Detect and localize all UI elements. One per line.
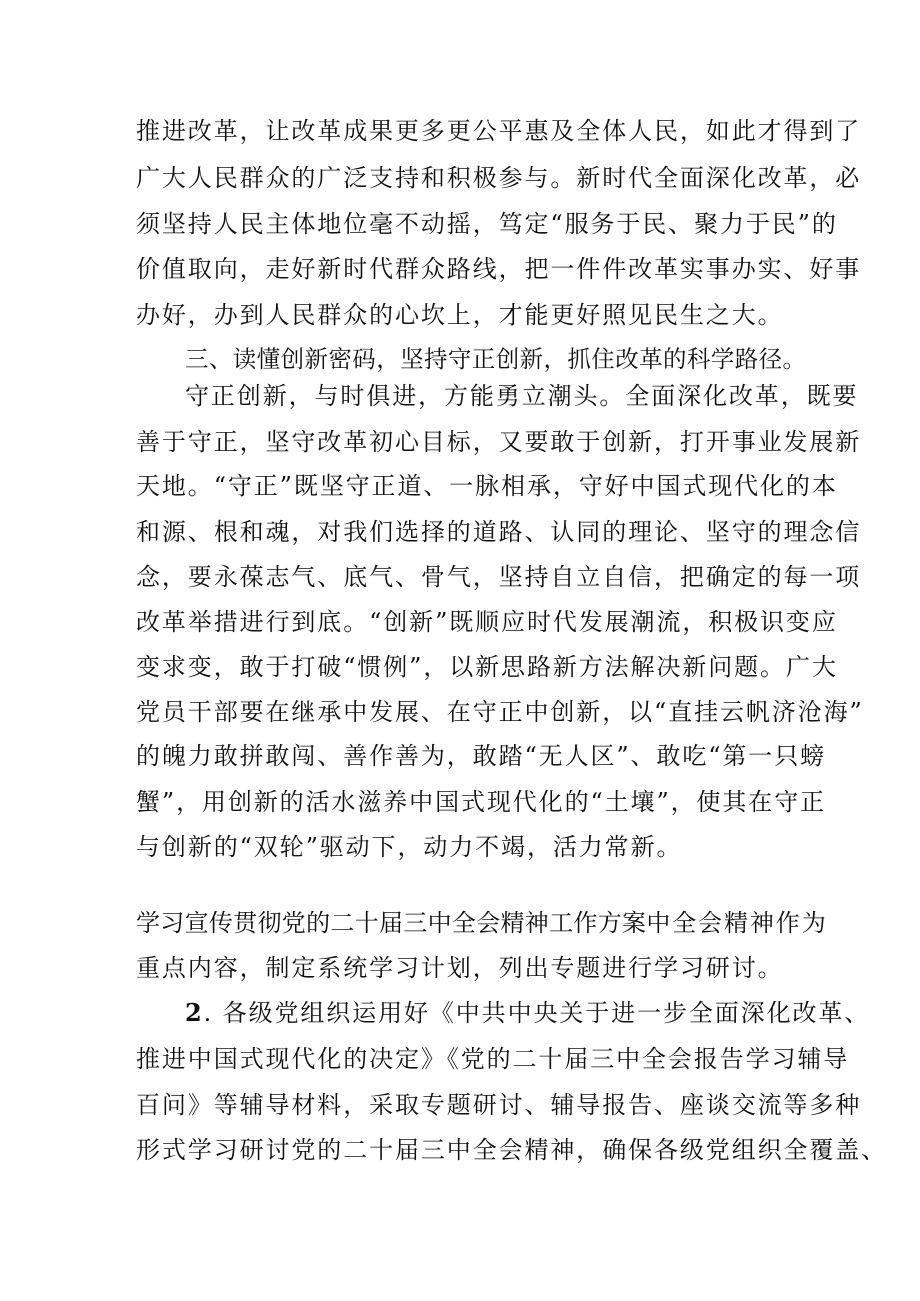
paragraph-line: 改革举措进行到底。“创新”既顺应时代发展潮流，积极识变应 [136,608,838,636]
work-plan-title: 学习宣传贯彻党的二十届三中全会精神工作方案 [136,909,647,937]
paragraph-line: 百问》等辅导材料，采取专题研讨、辅导报告、座谈交流等多种 [136,1091,862,1119]
paragraph-line: 重点内容，制定系统学习计划，列出专题进行学习研讨。 [136,954,784,982]
paragraph-line: 变求变，敢于打破“惯例”，以新思路新方法解决新问题。广大 [136,653,838,681]
paragraph-line: 念，要永葆志气、底气、骨气，坚持自立自信，把确定的每一项 [136,563,862,591]
paragraph-line: 的魄力敢拼敢闯、善作善为，敢踏“无人区”、敢吃“第一只螃 [136,742,827,770]
work-plan-title-line [136,906,828,940]
list-item-number: 2 [185,998,204,1027]
paragraph-line: 推进改革，让改革成果更多更公平惠及全体人民，如此才得到了 [136,117,862,145]
paragraph-line: 须坚持人民主体地位毫不动摇，笃定“服务于民、聚力于民”的 [136,210,838,238]
paragraph-line: 蟹”，用创新的活水滋养中国式现代化的“土壤”，使其在守正 [136,788,827,816]
paragraph-line: 党员干部要在继承中发展、在守正中创新，以“直挂云帆济沧海” [136,698,864,726]
section-heading: 三、读懂创新密码，坚持守正创新，抓住改革的科学路径。 [185,345,807,373]
paragraph-line: 天地。“守正”既坚守正道、一脉相承，守好中国式现代化的本 [136,472,838,500]
list-item-first-line [185,996,870,1030]
paragraph-line: 与创新的“双轮”驱动下，动力不竭，活力常新。 [136,833,683,861]
paragraph-line: 善于守正，坚守改革初心目标，又要敢于创新，打开事业发展新 [136,428,862,456]
paragraph-line: 广大人民群众的广泛支持和积极参与。新时代全面深化改革，必 [136,164,862,192]
paragraph-line: 价值取向，走好新时代群众路线，把一件件改革实事办实、好事 [136,255,862,283]
paragraph-line: 和源、根和魂，对我们选择的道路、认同的理论、坚守的理念信 [136,518,862,546]
list-item-text: . 各级党组织运用好《中共中央关于进一步全面深化改革、 [203,999,871,1027]
paragraph-line: 形式学习研讨党的二十届三中全会精神，确保各级党组织全覆盖、 [136,1136,888,1164]
paragraph-line: 办好，办到人民群众的心坎上，才能更好照见民生之大。 [136,301,784,329]
paragraph-line: 推进中国式现代化的决定》《党的二十届三中全会报告学习辅导 [136,1045,850,1073]
paragraph-line: 守正创新，与时俱进，方能勇立潮头。全面深化改革，既要 [185,382,859,410]
work-plan-title-tail: 中全会精神作为 [646,909,828,937]
